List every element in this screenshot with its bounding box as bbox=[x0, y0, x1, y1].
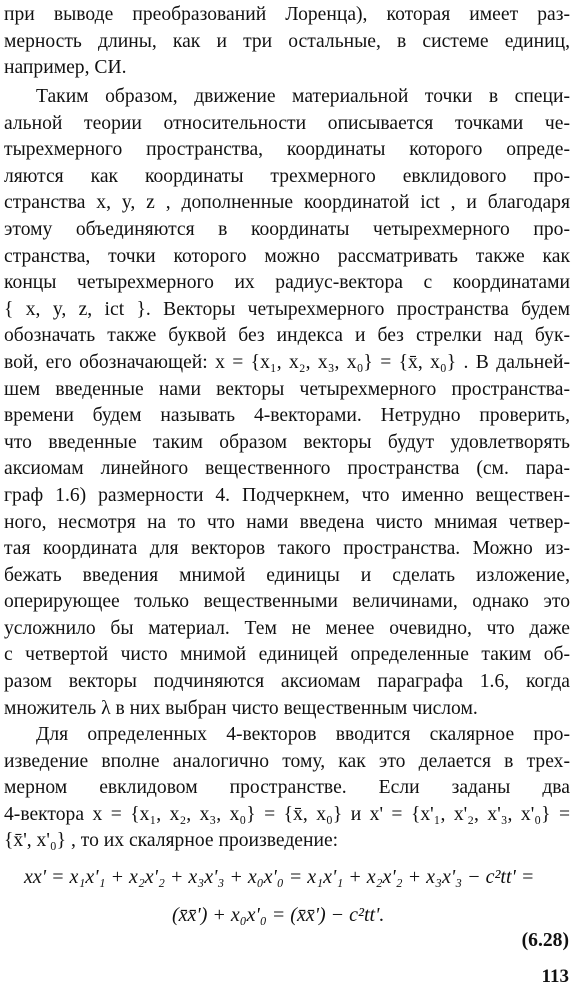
text-line: мерном евклидовом пространстве. Если заданы два bbox=[4, 777, 570, 799]
paragraph-2 bbox=[4, 84, 570, 722]
text-line: с четвертой чисто мнимой единицей определенные таким об- bbox=[4, 644, 570, 666]
text-line: 4-вектора x = {x₁, x₂, x₃, x₀} = {x̄, x₀} и x' = {x'₁, x'₂, x'₃, x'₀} = bbox=[4, 803, 570, 825]
paragraph-1 bbox=[4, 2, 570, 82]
text-line: концы четырехмерного их радиус-вектора с координатами bbox=[4, 272, 570, 294]
text-line: например, СИ. bbox=[4, 57, 127, 79]
equation-line-2: (x̄x̄') + x₀x'₀ = (x̄x̄') − c²tt'. bbox=[172, 904, 385, 926]
text-line: множитель λ в них выбран чисто вещественным числом. bbox=[4, 697, 478, 719]
text-line: {x̄', x'₀} , то их скалярное произведение: bbox=[4, 830, 339, 852]
text-line: тая координата для векторов такого пространства. Можно из- bbox=[4, 538, 570, 560]
text-line: усложнило бы материал. Тем не менее очевидно, что даже bbox=[4, 617, 570, 639]
text-line: { x, y, z, ict }. Векторы четырехмерного пространства будем bbox=[4, 298, 570, 320]
text-line: что введенные таким образом векторы будут удовлетворять bbox=[4, 431, 570, 453]
equation-number: (6.28) bbox=[521, 930, 569, 951]
text-line: оперирующее только вещественными величинами, однако это bbox=[4, 591, 570, 613]
text-line: вой, его обозначающей: x = {x₁, x₂, x₃, x₀} = {x̄, x₀} . В дальней- bbox=[4, 351, 570, 373]
text-line: Для определенных 4-векторов вводится скалярное про- bbox=[36, 724, 570, 745]
text-line: альной теории относительности описывается точками че- bbox=[4, 112, 570, 134]
equation-line-1: xx' = x₁x'₁ + x₂x'₂ + x₃x'₃ + x₀x'₀ = x₁x'₁ + x₂x'₂ + x₃x'₃ − c²tt' = bbox=[24, 866, 535, 888]
text-line: разом векторы подчиняются аксиомам параграфа 1.6, когда bbox=[4, 671, 570, 693]
text-line: тырехмерного пространства, координаты которого опреде- bbox=[4, 139, 570, 161]
text-line: бежать введения мнимой единицы и сделать изложение, bbox=[4, 564, 570, 586]
text-line: обозначать также буквой без индекса и без стрелки над бук- bbox=[4, 325, 570, 347]
page-number: 113 bbox=[541, 966, 569, 987]
text-line: странства, точки которого можно рассматривать также как bbox=[4, 245, 570, 267]
text-line: Таким образом, движение материальной точки в специ- bbox=[36, 86, 570, 107]
text-line: ляются как координаты трехмерного евклидового про- bbox=[4, 165, 570, 187]
text-line: ного, несмотря на то что нами введена чисто мнимая четвер- bbox=[4, 511, 570, 533]
text-line: мерность длины, как и три остальные, в системе единиц, bbox=[4, 30, 570, 52]
text-line: аксиомам линейного вещественного пространства (см. пара- bbox=[4, 458, 570, 480]
text-line: при выводе преобразований Лоренца), которая имеет раз- bbox=[4, 4, 570, 25]
text-line: шем введенные нами векторы четырехмерного пространства- bbox=[4, 378, 570, 400]
text-line: времени будем называть 4-векторами. Нетрудно проверить, bbox=[4, 405, 570, 427]
text-line: странства x, y, z , дополненные координатой ict , и благодаря bbox=[4, 192, 570, 214]
paragraph-3 bbox=[4, 722, 570, 855]
text-line: этому объединяются в координаты четырехмерного про- bbox=[4, 218, 570, 240]
text-line: граф 1.6) размерности 4. Подчеркнем, что именно веществен- bbox=[4, 484, 570, 506]
text-line: изведение вполне аналогично тому, как это делается в трех- bbox=[4, 750, 570, 772]
